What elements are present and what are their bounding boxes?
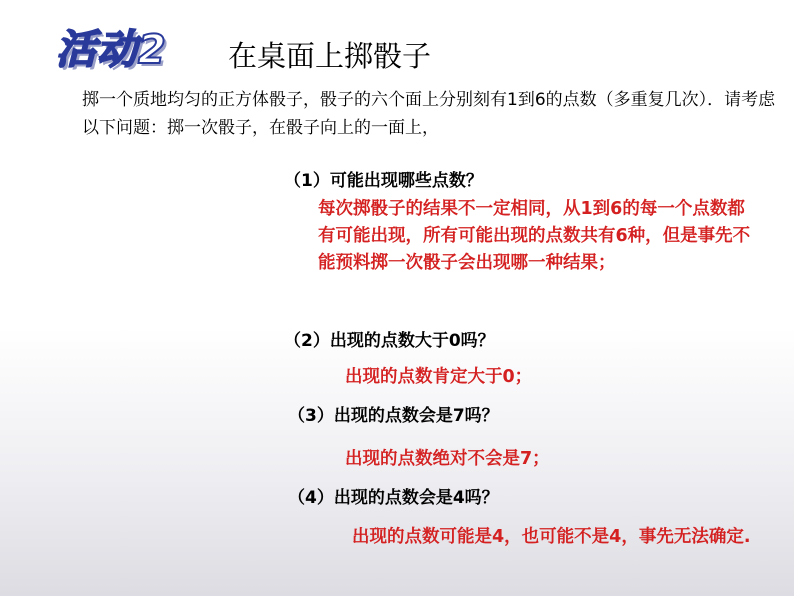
answer-3: 出现的点数绝对不会是7； <box>345 449 550 469</box>
question-3: （3）出现的点数会是7吗？ <box>288 406 499 426</box>
answer-4: 出现的点数可能是4，也可能不是4，事先无法确定. <box>352 527 751 547</box>
question-2: （2）出现的点数大于0吗？ <box>284 331 495 351</box>
question-4: （4）出现的点数会是4吗？ <box>288 488 499 508</box>
answer-1: 每次掷骰子的结果不一定相同，从1到6的每一个点数都有可能出现，所有可能出现的点数共有6种，但是事先不能预料掷一次骰子会出现哪一种结果； <box>318 199 751 273</box>
answer-2: 出现的点数肯定大于0； <box>345 367 533 387</box>
activity-label: 活动2 <box>56 27 167 73</box>
intro-paragraph: 掷一个质地均匀的正方体骰子，骰子的六个面上分别刻有1到6的点数（多重复几次）．请考虑以下问题：掷一次骰子，在骰子向上的一面上， <box>82 90 776 138</box>
slide-title: 在桌面上掷骰子 <box>228 39 432 73</box>
question-1: （1）可能出现哪些点数？ <box>284 171 483 191</box>
